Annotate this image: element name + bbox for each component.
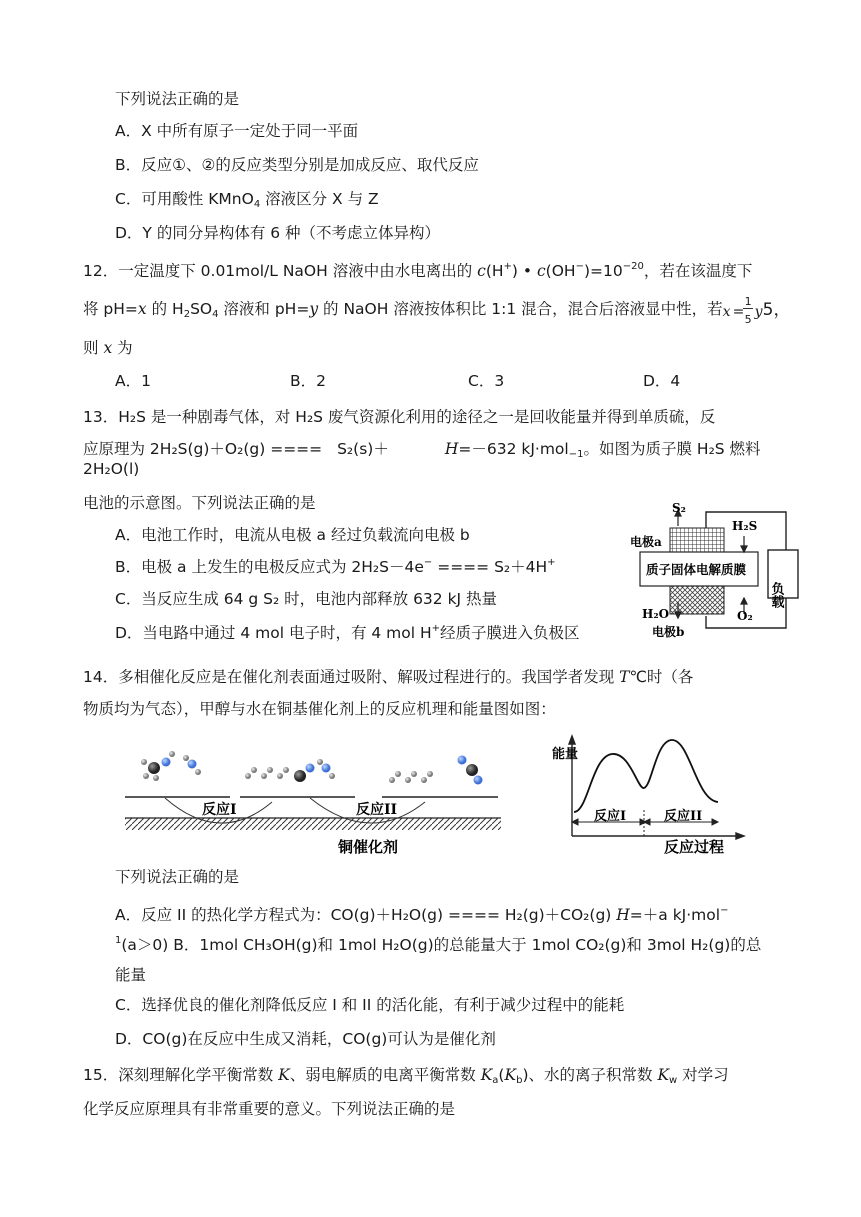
- fuel-cell-diagram: [620, 500, 810, 642]
- q13-option-a: A．电池工作时，电流从电极 a 经过负载流向电极 b: [115, 526, 470, 544]
- q12-line-3: 则 x 为: [83, 339, 133, 357]
- q14-option-d: D．CO(g)在反应中生成又消耗，CO(g)可认为是催化剂: [115, 1030, 496, 1048]
- q13-option-b: B．电极 a 上发生的电极反应式为 2H₂S－4e− ==== S₂＋4H+: [115, 557, 556, 576]
- label-o2: O₂: [737, 609, 753, 623]
- arrow-down-icon: [675, 612, 681, 618]
- methanol-molecule-icon: [141, 751, 175, 781]
- water-molecule-icon: [183, 755, 201, 775]
- label-reaction-1: 反应I: [202, 802, 237, 818]
- q14-line-2: 物质均为气态），甲醇与水在铜基催化剂上的反应机理和能量图如图：: [83, 700, 556, 718]
- label-h2o: H₂O: [642, 607, 670, 621]
- arrow-down-icon: [741, 546, 747, 552]
- q15-line-2: 化学反应原理具有非常重要的意义。下列说法正确的是: [83, 1100, 456, 1118]
- fraction-expression: x = 1 5 y 5，: [722, 294, 791, 326]
- hydrogen-molecules-icon: [389, 771, 433, 783]
- q13-line-2b: 2H₂O(l): [83, 460, 140, 478]
- q14-option-a: A．反应 II 的热化学方程式为：CO(g)＋H₂O(g) ==== H₂(g)＋CO₂(g) H=＋a kJ·mol−: [115, 905, 729, 924]
- q14-option-b: $^1$(a＞0) B．1mol CH₃OH(g)和 1mol H₂O(g)的总能量大于 1mol CO₂(g)和 3mol H₂(g)的总: [115, 935, 762, 954]
- q14-line-1: 14．多相催化反应是在催化剂表面通过吸附、解吸过程进行的。我国学者发现 T℃时（各: [83, 668, 694, 686]
- q13-option-c: C．当反应生成 64 g S₂ 时，电池内部释放 632 kJ 热量: [115, 590, 498, 608]
- q14-stem: 下列说法正确的是: [115, 868, 240, 886]
- q11-stem: 下列说法正确的是: [115, 90, 240, 108]
- q11-option-a: A．X 中所有原子一定处于同一平面: [115, 122, 359, 140]
- hydrogen-molecules-icon: [245, 767, 289, 779]
- co-molecule-icon: [294, 764, 315, 783]
- q12-line-1: 12．一定温度下 0.01mol/L NaOH 溶液中由水电离出的 c(H+) • $c(OH^-)=10^{-20}$，若在该温度下: [83, 261, 753, 280]
- q15-line-1: 15．深刻理解化学平衡常数 K、弱电解质的电离平衡常数 $K_a(K_b)$、水的离子积常数 $K_w$ 对学习: [83, 1066, 729, 1086]
- arrow-up-icon: [741, 598, 747, 604]
- label-electrolyte: 质子固体电解质膜: [646, 562, 747, 577]
- q13-line-2: 应原理为 2H₂S(g)＋O₂(g) ==== S₂(s)＋ H=－632 kJ·mol$_{-1}$。如图为质子膜 H₂S 燃料: [83, 440, 761, 460]
- q13-line-3: 电池的示意图。下列说法正确的是: [83, 494, 316, 512]
- label-reaction-2: 反应II: [356, 802, 398, 818]
- label-copper-catalyst: 铜催化剂: [338, 838, 399, 856]
- q13-option-d: D．当电路中通过 4 mol 电子时，有 4 mol H+经质子膜进入负极区: [115, 623, 580, 642]
- arrow-right-icon: [736, 833, 744, 839]
- label-load: 负载: [768, 582, 784, 608]
- q14-option-b-cont: 能量: [115, 966, 147, 984]
- co2-molecule-icon: [458, 756, 483, 785]
- q12-option-b: B．2: [290, 372, 326, 390]
- q12-option-c: C．3: [468, 372, 505, 390]
- catalyst-mechanism-diagram: [120, 740, 510, 860]
- label-e-reaction-2: 反应II: [664, 809, 703, 824]
- electrode-a: [670, 528, 724, 552]
- q11-option-d: D．Y 的同分异构体有 6 种（不考虑立体异构）: [115, 224, 441, 242]
- label-electrode-a: 电极a: [630, 535, 662, 549]
- q11-option-b: B．反应①、②的反应类型分别是加成反应、取代反应: [115, 156, 479, 174]
- label-reaction-progress: 反应过程: [664, 838, 725, 856]
- label-h2s: H₂S: [732, 519, 758, 533]
- q12-option-a: A．1: [115, 372, 151, 390]
- label-e-reaction-1: 反应I: [594, 809, 627, 824]
- energy-curve: [574, 740, 718, 812]
- q12-line-2: 将 pH=x 的 $H_2SO_4$ 溶液和 pH=y 的 NaOH 溶液按体积比 1:1 混合，混合后溶液显中性，若 x = 1 5 y 5，: [83, 294, 791, 326]
- q14-option-c: C．选择优良的催化剂降低反应 I 和 II 的活化能，有利于减少过程中的能耗: [115, 996, 625, 1014]
- label-electrode-b: 电极b: [652, 625, 685, 639]
- q11-option-c: C．可用酸性 KMnO$_4$ 溶液区分 X 与 Z: [115, 190, 379, 210]
- arrow-up-icon: [569, 736, 575, 744]
- label-s2: S₂: [672, 501, 686, 515]
- energy-diagram: [548, 734, 748, 856]
- label-energy: 能量: [552, 747, 579, 762]
- q12-option-d: D．4: [643, 372, 681, 390]
- water-molecule-icon: [317, 759, 335, 779]
- q13-line-1: 13．H₂S 是一种剧毒气体，对 H₂S 废气资源化利用的途径之一是回收能量并得到单质硫，反: [83, 408, 716, 426]
